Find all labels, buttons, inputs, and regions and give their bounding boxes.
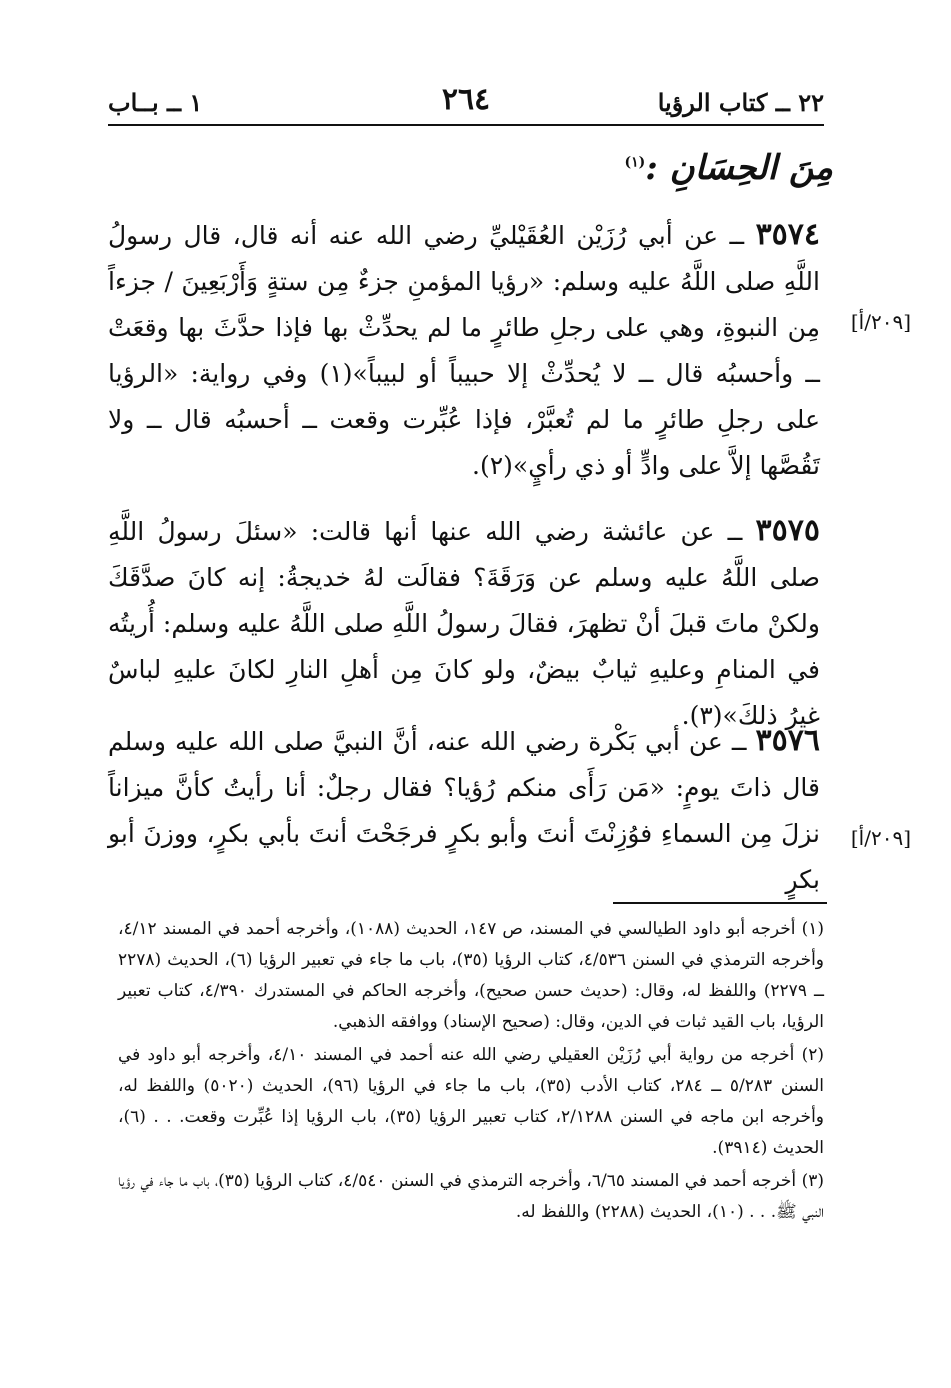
chapter-title: ١ ــ بــاب [108,88,203,117]
hadith-text: ــ عن أبي رُزَيْن العُقَيْليِّ رضي الله عنه أنه قال، قال رسولُ اللَّهِ صلى اللَّهُ عليه وسلم: «رؤيا المؤمنِ جزءٌ مِن ستةٍ وَأَرْبَعِينَ / جزءاً مِن النبوةِ، وهي على رجلِ طائرٍ ما لم يحدِّثْ بها فإذا حدَّثَ بها وقعَتْ ــ وأحسبُه قال ــ لا يُحدِّثْ إلا حبيباً أو لبيباً»(١) وفي رواية: «الرؤيا على رجلِ طائرٍ ما لم تُعبَّرْ، فإذا عُبِّرت وقعت ــ أحسبُه قال ــ ولا تَقُصَّها إلاَّ على وادٍّ أو ذي رأيٍ»(٢). [108,221,821,480]
section-title [624,148,833,188]
footnote-label: (١) [801,919,824,939]
hadith-number: ٣٥٧٥ [755,513,820,548]
hadith-number: ٣٥٧٦ [755,723,820,758]
footnote-divider [613,902,827,904]
hadith-3576 [108,718,820,903]
footnote-3 [118,1166,824,1228]
section-title-text: مِنَ الحِسَانِ : [645,148,833,188]
footnotes [118,914,824,1230]
section-title-footnote-mark: (١) [624,154,646,171]
header-divider [108,124,824,126]
margin-folio-ref: [٢٠٩/أ] [850,826,911,850]
footnote-label: (٣) [801,1171,825,1191]
hadith-text: ــ عن عائشة رضي الله عنها أنها قالت: «سئلَ رسولُ اللَّهِ صلى اللَّهُ عليه وسلم عن وَرَقَةَ؟ فقالَت لهُ خديجةُ: إنه كانَ صدَّقَكَ ولكنْ ماتَ قبلَ أنْ تظهرَ، فقالَ رسولُ اللَّهِ صلى اللَّهُ عليه وسلم: أُريتُه في المنامِ وعليهِ ثيابٌ بيضٌ، ولو كانَ مِن أهلِ النارِ لكانَ عليهِ لباسٌ غيرُ ذلكَ»(٣). [108,517,820,730]
page-header [108,82,824,124]
book-title: ٢٢ ــ كتاب الرؤيا [657,88,824,117]
hadith-text: ــ عن أبي بَكْرة رضي الله عنه، أنَّ النبيَّ صلى الله عليه وسلم قال ذاتَ يومٍ: «مَن رَأَى منكم رُؤيا؟ فقال رجلٌ: أنا رأيتُ كأنَّ ميزاناً نزلَ مِن السماءِ فوُزِنْتَ أنتَ وأبو بكرٍ فرجَحْتَ أنتَ بأبي بكرٍ، ووزنَ أبو بكرٍ [108,727,820,894]
hadith-number: ٣٥٧٤ [755,217,821,252]
footnote-label: (٢) [801,1045,825,1065]
footnote-1 [118,914,824,1038]
margin-folio-ref: [٢٠٩/أ] [850,310,911,334]
hadith-3575 [108,508,820,739]
footnote-text: أخرجه أحمد في المسند ٦/٦٥، وأخرجه الترمذي في السنن ٤/٥٤٠، كتاب الرؤيا (٣٥)، باب ما جاء في رؤيا النبي ﷺ. . . (١٠)، الحديث (٢٢٨٨) واللفظ له. [118,1171,824,1222]
footnote-text: أخرجه من رواية أبي رُزَيْن العقيلي رضي الله عنه أحمد في المسند ٤/١٠، وأخرجه أبو داود في السنن ٥/٢٨٣ ــ ٢٨٤، كتاب الأدب (٣٥)، باب ما جاء في الرؤيا (٩٦)، الحديث (٥٠٢٠) واللفظ له، وأخرجه ابن ماجه في السنن ٢/١٢٨٨، كتاب تعبير الرؤيا (٣٥)، باب الرؤيا إذا عُبِّرت وقعت. . . (٦)، الحديث (٣٩١٤). [118,1045,824,1158]
page-number: ٢٦٤ [441,82,491,117]
footnote-text: أخرجه أبو داود الطيالسي في المسند، ص ١٤٧، الحديث (١٠٨٨)، وأخرجه أحمد في المسند ٤/١٢، وأخرجه الترمذي في السنن ٤/٥٣٦، كتاب الرؤيا (٣٥)، باب ما جاء في تعبير الرؤيا (٦)، الحديث (٢٢٧٨ ــ ٢٢٧٩) واللفظ له، وقال: (حديث حسن صحيح)، وأخرجه الحاكم في المستدرك ٤/٣٩٠، كتاب تعبير الرؤيا، باب القيد ثبات في الدين، وقال: (صحيح الإسناد) ووافقه الذهبي. [118,919,825,1032]
hadith-3574 [108,212,820,489]
footnote-2 [118,1040,824,1164]
